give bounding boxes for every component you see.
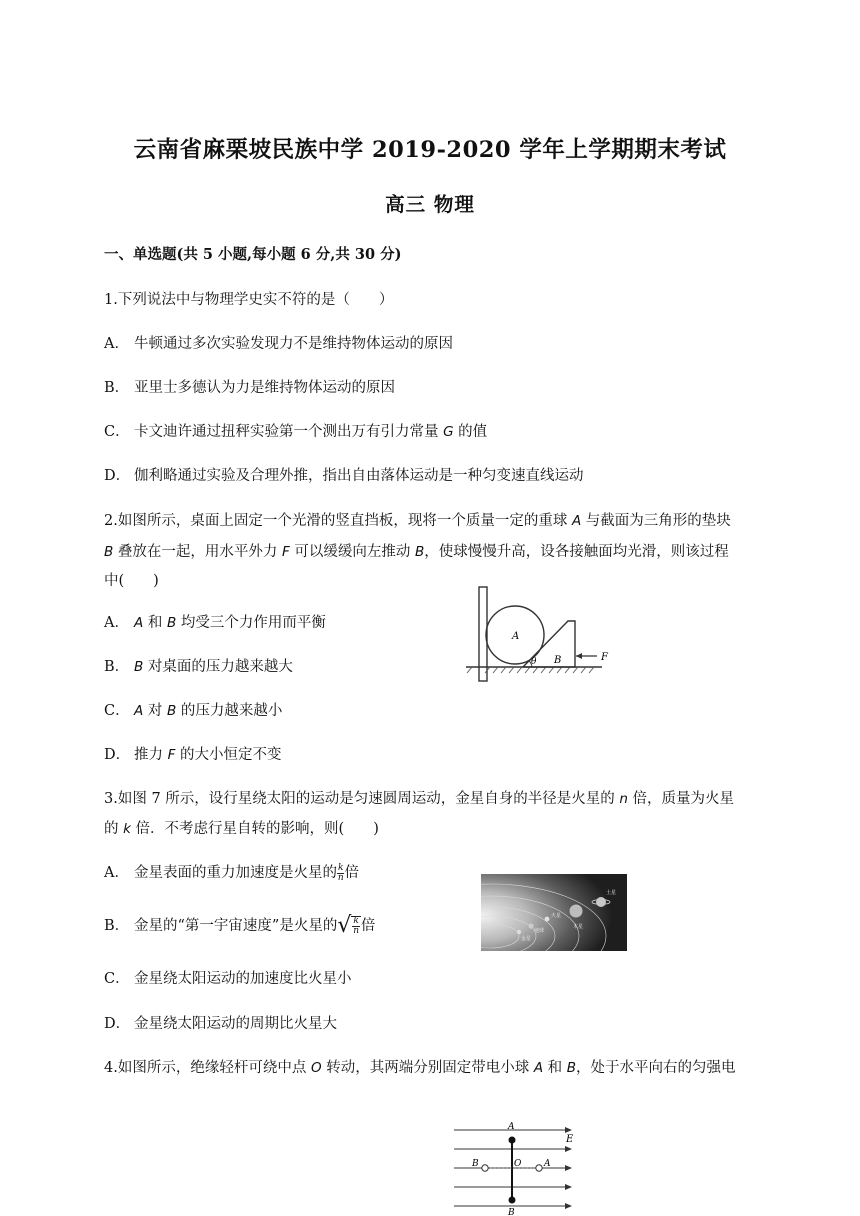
q3-option-c [104, 967, 352, 988]
q1-option-b [104, 376, 395, 397]
ball-top [509, 1137, 516, 1144]
stem-text: 转动，其两端分别固定带电小球 [321, 1060, 534, 1076]
stem-text: ，使球慢慢升高，设各接触面均光滑，则该过程 [424, 544, 729, 560]
right-label: A [544, 1159, 551, 1169]
sqrt-fraction [337, 913, 361, 938]
center-label: O [514, 1159, 522, 1169]
q2-option-b [104, 655, 293, 676]
planet-icon [528, 923, 533, 928]
q1-option-a [104, 332, 453, 353]
numerator: k [338, 862, 344, 873]
jupiter-icon [570, 905, 583, 918]
variable: F [281, 544, 290, 560]
option-label: A． [104, 336, 129, 352]
q4-stem-line1 [104, 1056, 736, 1077]
variable: B [134, 659, 144, 675]
stem-text: 的 [104, 821, 124, 837]
planet-label: 火星 [551, 913, 562, 919]
planet-icon [545, 917, 550, 922]
q2-figure-ball-wedge [460, 585, 620, 685]
left-label: B [472, 1159, 479, 1169]
angle-label: θ [531, 657, 537, 667]
option-label: B． [104, 918, 130, 934]
exam-subtitle: 高三 物理 [385, 193, 475, 216]
option-text: 的压力越来越小 [176, 703, 283, 719]
planet-label: 地球 [534, 928, 545, 934]
q3-option-d [104, 1012, 337, 1033]
planet-icon [517, 930, 521, 934]
numerator: k [353, 916, 359, 926]
q3-option-a [104, 861, 359, 883]
wedge-label: B [554, 655, 562, 666]
variable: A [571, 513, 582, 529]
radical-sign: √ [337, 913, 352, 938]
fraction-k-over-n [352, 917, 359, 936]
stem-text: 与截面为三角形的垫块 [581, 513, 731, 529]
option-text: 的值 [453, 424, 488, 440]
option-text: 金星表面的重力加速度是火星的 [134, 865, 337, 881]
q3-stem-line1 [104, 787, 734, 808]
stem-text: ，处于水平向右的匀强电 [576, 1060, 736, 1076]
variable: n [619, 791, 628, 807]
stem-text: 3.如图 7 所示，设行星绕太阳的运动是匀速圆周运动，金星自身的半径是火星的 [104, 791, 620, 807]
option-text: 金星绕太阳运动的周期比火星大 [134, 1016, 337, 1032]
ball-label: A [512, 631, 520, 642]
q3-figure-solar-system [481, 874, 627, 951]
option-text: 对桌面的压力越来越大 [143, 659, 293, 675]
exam-title: 云南省麻栗坡民族中学 2019-2020 学年上学期期末考试 [133, 137, 727, 163]
option-label: C． [104, 971, 130, 987]
force-label: F [601, 652, 608, 663]
q3-stem-line2 [104, 817, 379, 838]
bottom-label: B [508, 1208, 515, 1216]
q1-option-d [104, 464, 584, 485]
option-label: C． [104, 424, 130, 440]
variable: A [134, 703, 144, 719]
option-text: 伽利略通过实验及合理外推，指出自由落体运动是一种匀变速直线运动 [134, 468, 584, 484]
variable: F [167, 747, 176, 763]
option-label: C． [104, 703, 130, 719]
variable: B [104, 544, 114, 560]
option-text: 倍 [360, 918, 376, 934]
option-text: 均受三个力作用而平衡 [176, 615, 326, 631]
option-text: 亚里士多德认为力是维持物体运动的原因 [134, 380, 395, 396]
option-label: D． [104, 1016, 131, 1032]
variable: B [166, 615, 177, 631]
q2-option-a [104, 611, 326, 632]
stem-text: 倍，质量为火星 [627, 791, 735, 807]
variable: G [443, 424, 454, 440]
option-text: 推力 [134, 747, 168, 763]
q2-stem-line3: 中( ) [104, 573, 159, 589]
variable: B [166, 703, 177, 719]
variable: k [123, 821, 131, 837]
variable: B [414, 544, 425, 560]
q4-figure-rod-in-field [448, 1122, 588, 1216]
ball-bottom [509, 1197, 516, 1204]
q3-option-b [104, 914, 375, 936]
variable: A [533, 1060, 544, 1076]
denominator: n [353, 926, 359, 936]
option-text: 的大小恒定不变 [175, 747, 282, 763]
option-label: A． [104, 615, 129, 631]
option-text: 金星的“第一宇宙速度”是火星的 [134, 918, 338, 934]
option-text: 金星绕太阳运动的加速度比火星小 [134, 971, 352, 987]
ground-hatch [467, 667, 594, 673]
option-text: 卡文迪许通过扭秤实验第一个测出万有引力常量 [134, 424, 444, 440]
planet-label: 金星 [521, 936, 532, 942]
planet-label: 木星 [573, 924, 584, 930]
saturn-icon [596, 897, 606, 907]
ball-right [536, 1165, 542, 1171]
option-text: 对 [143, 703, 167, 719]
option-text: 倍 [344, 865, 359, 881]
variable: O [310, 1060, 322, 1076]
stem-text: 2.如图所示，桌面上固定一个光滑的竖直挡板，现将一个质量一定的重球 [104, 513, 572, 529]
q2-option-d [104, 743, 281, 764]
option-label: B． [104, 380, 130, 396]
stem-text: 可以缓缓向左推动 [289, 544, 415, 560]
arrowhead [576, 653, 582, 659]
stem-text: 4.如图所示，绝缘轻杆可绕中点 [104, 1060, 311, 1076]
variable: B [566, 1060, 577, 1076]
stem-text: 和 [543, 1060, 567, 1076]
stem-text: 倍．不考虑行星自转的影响，则( ) [130, 821, 379, 837]
option-label: D． [104, 468, 131, 484]
stem-text: 叠放在一起，用水平外力 [113, 544, 282, 560]
option-label: B． [104, 659, 130, 675]
option-label: A． [104, 865, 129, 881]
q2-option-c [104, 699, 282, 720]
field-label: E [566, 1134, 574, 1145]
denominator: n [337, 872, 344, 883]
q2-stem-line1 [104, 509, 731, 530]
section-heading: 一、单选题(共 5 小题,每小题 6 分,共 30 分) [104, 246, 402, 263]
option-text: 牛顿通过多次实验发现力不是维持物体运动的原因 [134, 336, 453, 352]
q1-stem: 1.下列说法中与物理学史实不符的是（ ） [104, 292, 394, 308]
top-label: A [508, 1122, 515, 1132]
option-text: 和 [143, 615, 167, 631]
ball-left [482, 1165, 488, 1171]
q2-stem-line2 [104, 540, 729, 561]
q1-option-c [104, 420, 487, 441]
planet-label: 土星 [606, 890, 617, 896]
option-label: D． [104, 747, 131, 763]
variable: A [134, 615, 144, 631]
